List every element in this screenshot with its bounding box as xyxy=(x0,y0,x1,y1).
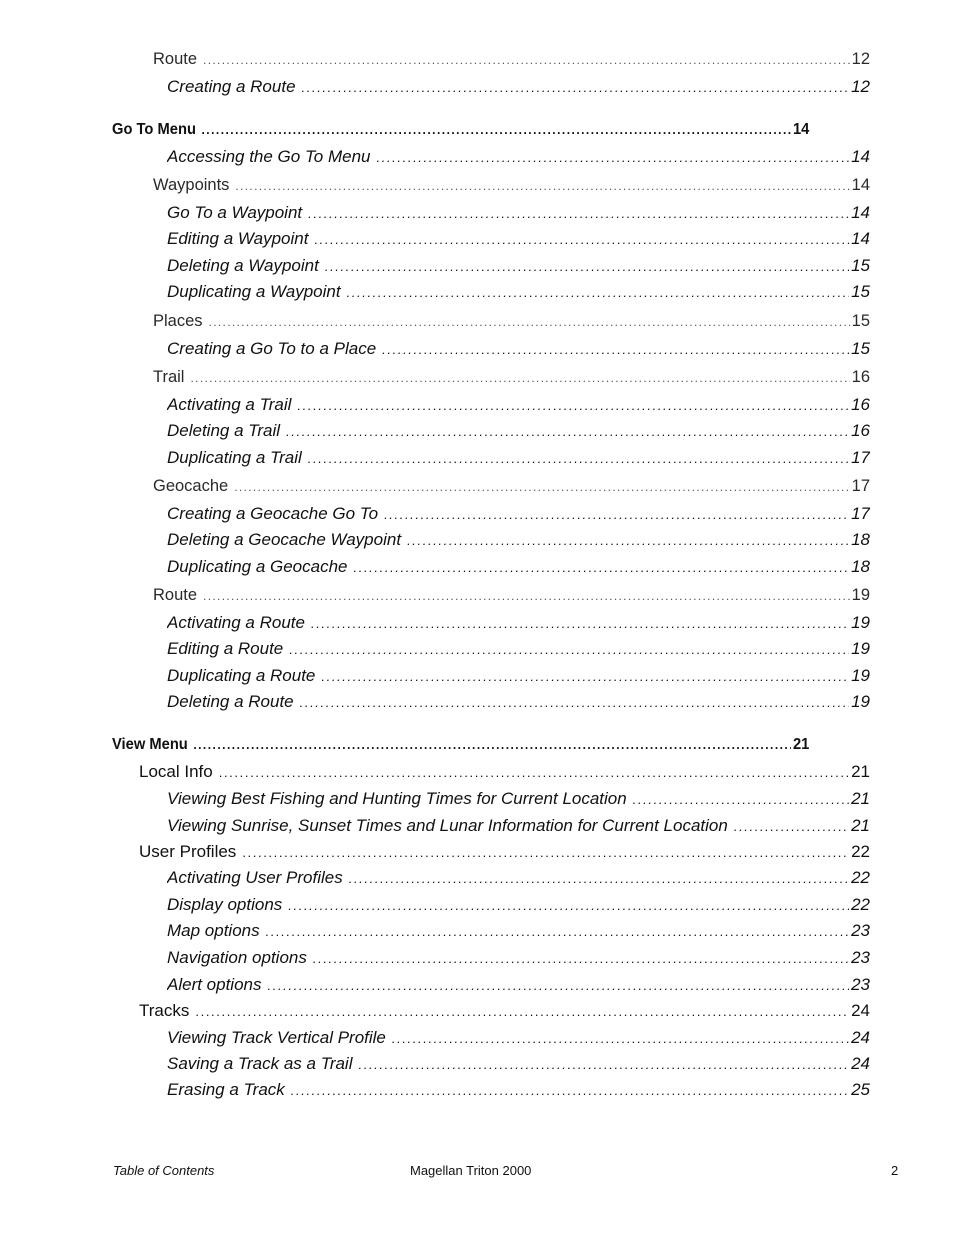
toc-entry[interactable] xyxy=(153,477,870,496)
toc-entry[interactable] xyxy=(139,762,870,782)
toc-entry-label: Creating a Go To to a Place xyxy=(167,339,377,358)
toc-entry-label: Activating a Route xyxy=(167,613,305,632)
toc-entry-label: Accessing the Go To Menu xyxy=(167,147,371,166)
dot-leader xyxy=(242,845,849,860)
toc-entry-page-number: 21 xyxy=(851,816,870,835)
dot-leader xyxy=(325,259,849,274)
toc-entry[interactable] xyxy=(167,256,870,276)
toc-entry[interactable] xyxy=(167,895,870,915)
toc-entry-page-number: 19 xyxy=(851,692,870,711)
dot-leader xyxy=(203,53,850,67)
toc-entry-label: Creating a Route xyxy=(167,77,296,96)
toc-entry-label: Route xyxy=(153,50,198,68)
dot-leader xyxy=(734,819,849,834)
dot-leader xyxy=(314,232,849,247)
toc-entry-page-number: 18 xyxy=(851,530,870,549)
toc-entry-page-number: 12 xyxy=(851,50,870,68)
toc-entry-label: Go To Menu xyxy=(112,121,196,138)
toc-entry-page-number: 23 xyxy=(851,948,870,967)
toc-entry-label: Waypoints xyxy=(153,176,230,194)
toc-entry-label: Tracks xyxy=(139,1001,190,1020)
dot-leader xyxy=(286,424,849,439)
toc-entry-page-number: 25 xyxy=(851,1080,870,1099)
dot-leader xyxy=(633,792,849,807)
toc-entry[interactable] xyxy=(167,1054,870,1074)
dot-leader xyxy=(308,206,849,221)
dot-leader xyxy=(266,924,849,939)
toc-entry-label: Creating a Geocache Go To xyxy=(167,504,379,523)
toc-entry-page-number: 14 xyxy=(851,147,870,166)
dot-leader xyxy=(289,642,849,657)
toc-entry-label: Activating a Trail xyxy=(167,395,292,414)
toc-entry-page-number: 17 xyxy=(851,504,870,523)
toc-entry[interactable] xyxy=(167,530,870,550)
toc-entry[interactable] xyxy=(167,1080,870,1100)
toc-entry[interactable] xyxy=(167,421,870,441)
toc-entry-label: Saving a Track as a Trail xyxy=(167,1054,353,1073)
toc-entry-label: Geocache xyxy=(153,477,229,495)
toc-entry-label: Route xyxy=(153,586,198,604)
toc-entry[interactable] xyxy=(167,666,870,686)
dot-leader xyxy=(201,122,791,137)
dot-leader xyxy=(268,978,850,993)
toc-entry-label: Viewing Best Fishing and Hunting Times for Current Location xyxy=(167,789,627,808)
toc-entry[interactable] xyxy=(167,868,870,888)
toc-entry-label: Local Info xyxy=(139,762,213,781)
toc-entry-page-number: 14 xyxy=(851,203,870,222)
toc-entry[interactable] xyxy=(167,147,870,167)
toc-entry-page-number: 24 xyxy=(851,1054,870,1073)
dot-leader xyxy=(297,398,849,413)
toc-entry-page-number: 17 xyxy=(851,448,870,467)
toc-entry-page-number: 16 xyxy=(851,368,870,386)
footer-document-title: Magellan Triton 2000 xyxy=(410,1163,532,1178)
toc-entry[interactable] xyxy=(167,77,870,97)
toc-entry-page-number: 18 xyxy=(851,557,870,576)
toc-entry-page-number: 19 xyxy=(851,586,870,604)
toc-entry[interactable] xyxy=(167,557,870,577)
toc-entry-page-number: 23 xyxy=(851,975,870,994)
dot-leader xyxy=(195,1004,849,1019)
toc-entry[interactable] xyxy=(167,639,870,659)
toc-entry[interactable] xyxy=(167,789,870,809)
toc-entry-page-number: 14 xyxy=(792,121,810,138)
toc-entry-label: Editing a Waypoint xyxy=(167,229,309,248)
toc-entry-label: Duplicating a Geocache xyxy=(167,557,348,576)
toc-entry-label: Trail xyxy=(153,368,185,386)
toc-entry[interactable] xyxy=(139,842,870,862)
toc-entry-page-number: 15 xyxy=(851,339,870,358)
toc-entry-page-number: 17 xyxy=(851,477,870,495)
footer-section-title: Table of Contents xyxy=(113,1163,215,1178)
toc-entry-label: Deleting a Waypoint xyxy=(167,256,319,275)
toc-entry-label: User Profiles xyxy=(139,842,237,861)
toc-entry[interactable] xyxy=(167,975,870,995)
toc-entry-page-number: 21 xyxy=(792,736,810,753)
dot-leader xyxy=(349,871,849,886)
toc-entry[interactable] xyxy=(167,203,870,223)
toc-entry-page-number: 14 xyxy=(851,229,870,248)
toc-entry-label: Deleting a Route xyxy=(167,692,294,711)
toc-heading[interactable] xyxy=(112,736,809,754)
toc-entry-label: Alert options xyxy=(167,975,262,994)
toc-heading[interactable] xyxy=(112,121,809,139)
toc-entry-label: Activating User Profiles xyxy=(167,868,343,887)
toc-entry-label: Duplicating a Trail xyxy=(167,448,302,467)
dot-leader xyxy=(377,150,850,165)
toc-entry-label: Viewing Track Vertical Profile xyxy=(167,1028,386,1047)
toc-entry[interactable] xyxy=(153,312,870,331)
toc-entry-page-number: 19 xyxy=(851,666,870,685)
toc-entry[interactable] xyxy=(167,395,870,415)
dot-leader xyxy=(311,616,849,631)
toc-entry-page-number: 22 xyxy=(851,842,870,861)
dot-leader xyxy=(308,451,849,466)
dot-leader xyxy=(209,315,850,329)
toc-entry[interactable] xyxy=(167,692,870,712)
toc-entry-page-number: 15 xyxy=(851,312,870,330)
toc-entry-label: Duplicating a Waypoint xyxy=(167,282,341,301)
toc-entry[interactable] xyxy=(139,1001,870,1021)
dot-leader xyxy=(359,1057,850,1072)
toc-entry-page-number: 15 xyxy=(851,256,870,275)
toc-entry-page-number: 24 xyxy=(851,1028,870,1047)
dot-leader xyxy=(382,342,849,357)
toc-entry-page-number: 23 xyxy=(851,921,870,940)
toc-entry[interactable] xyxy=(153,176,870,195)
dot-leader xyxy=(392,1031,849,1046)
toc-entry[interactable] xyxy=(153,368,870,387)
toc-entry-label: Editing a Route xyxy=(167,639,284,658)
toc-entry[interactable] xyxy=(167,921,870,941)
toc-entry-page-number: 15 xyxy=(851,282,870,301)
toc-entry-label: Map options xyxy=(167,921,260,940)
toc-entry-label: Viewing Sunrise, Sunset Times and Lunar Information for Current Location xyxy=(167,816,728,835)
toc-entry[interactable] xyxy=(167,816,870,836)
toc-entry-page-number: 22 xyxy=(851,868,870,887)
toc-entry-page-number: 21 xyxy=(851,762,870,781)
dot-leader xyxy=(302,80,850,95)
toc-entry[interactable] xyxy=(167,282,870,302)
dot-leader xyxy=(300,695,849,710)
toc-entry-page-number: 21 xyxy=(851,789,870,808)
toc-entry-label: Display options xyxy=(167,895,283,914)
toc-entry-label: Deleting a Geocache Waypoint xyxy=(167,530,402,549)
dot-leader xyxy=(193,737,791,752)
toc-entry-label: Deleting a Trail xyxy=(167,421,281,440)
toc-entry-page-number: 16 xyxy=(851,395,870,414)
toc-entry-label: Places xyxy=(153,312,203,330)
dot-leader xyxy=(384,507,849,522)
dot-leader xyxy=(347,285,850,300)
toc-entry[interactable] xyxy=(167,1028,870,1048)
toc-entry-label: Navigation options xyxy=(167,948,307,967)
dot-leader xyxy=(291,1083,849,1098)
dot-leader xyxy=(234,480,849,494)
toc-entry-label: View Menu xyxy=(112,736,188,753)
dot-leader xyxy=(313,951,849,966)
toc-entry-page-number: 16 xyxy=(851,421,870,440)
toc-entry[interactable] xyxy=(167,339,870,359)
dot-leader xyxy=(235,179,849,193)
toc-entry[interactable] xyxy=(167,448,870,468)
footer-page-number: 2 xyxy=(891,1163,899,1178)
toc-entry-label: Go To a Waypoint xyxy=(167,203,303,222)
toc-entry-page-number: 19 xyxy=(851,613,870,632)
toc-entry[interactable] xyxy=(167,229,870,249)
dot-leader xyxy=(219,765,849,780)
toc-entry[interactable] xyxy=(167,613,870,633)
toc-entry-page-number: 24 xyxy=(851,1001,870,1020)
dot-leader xyxy=(203,589,850,603)
toc-entry-page-number: 19 xyxy=(851,639,870,658)
dot-leader xyxy=(354,560,850,575)
toc-entry-label: Erasing a Track xyxy=(167,1080,285,1099)
toc-entry-page-number: 22 xyxy=(851,895,870,914)
dot-leader xyxy=(321,669,849,684)
dot-leader xyxy=(288,898,849,913)
dot-leader xyxy=(407,533,849,548)
toc-entry-page-number: 12 xyxy=(851,77,870,96)
toc-entry[interactable] xyxy=(167,948,870,968)
toc-entry[interactable] xyxy=(153,50,870,69)
dot-leader xyxy=(190,371,849,385)
toc-entry[interactable] xyxy=(167,504,870,524)
toc-entry[interactable] xyxy=(153,586,870,605)
toc-entry-label: Duplicating a Route xyxy=(167,666,316,685)
toc-entry-page-number: 14 xyxy=(851,176,870,194)
